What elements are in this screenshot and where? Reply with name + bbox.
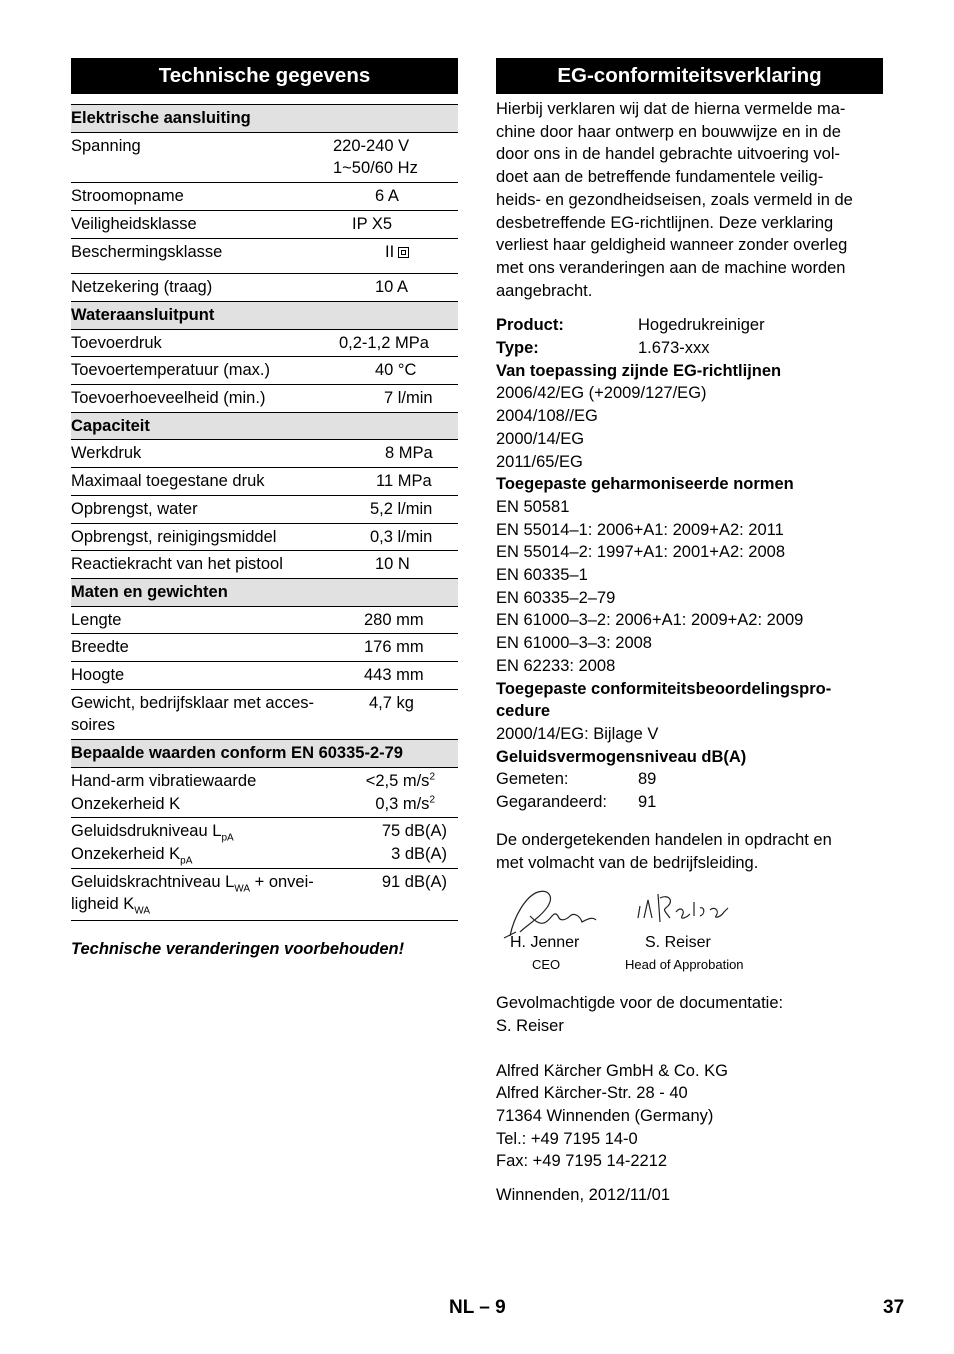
- section-page-label: NL – 9: [449, 1297, 506, 1318]
- table-row: Toevoerhoeveelheid (min.) 7 l/min: [71, 385, 458, 413]
- table-row: Toevoertemperatuur (max.) 40 °C: [71, 357, 458, 385]
- table-row: Werkdruk 8 MPa: [71, 440, 458, 468]
- norm-item: EN 55014–2: 1997+A1: 2001+A2: 2008: [496, 543, 785, 562]
- type-line: Type: 1.673-xxx: [496, 339, 710, 358]
- procedure-title: Toegepaste conformiteitsbeoordelingspro- cedure: [496, 679, 832, 721]
- authority-text: De ondergetekenden handelen in opdracht en met volmacht van de bedrijfsleiding.: [496, 830, 832, 872]
- signatures: [496, 886, 883, 974]
- section-header: Elektrische aansluiting: [71, 105, 458, 133]
- table-row: Spanning 220-240 V 1~50/60 Hz: [71, 133, 458, 183]
- table-row: Netzekering (traag) 10 A: [71, 274, 458, 302]
- technical-data-title: Technische gegevens: [71, 58, 458, 94]
- technical-data-table: [71, 104, 458, 921]
- norm-item: EN 61000–3–3: 2008: [496, 634, 652, 653]
- technical-note: Technische veranderingen voorbehouden!: [71, 940, 405, 959]
- section-header: Wateraansluitpunt: [71, 302, 458, 330]
- conformity-title: EG-conformiteitsverklaring: [496, 58, 883, 94]
- technical-data-column: [71, 58, 458, 961]
- table-row: Breedte 176 mm: [71, 634, 458, 662]
- norm-item: EN 60335–2–79: [496, 588, 616, 607]
- intro-paragraph: Hierbij verklaren wij dat de hierna vermelde ma- chine door haar ontwerp en bouwwijze en in de door ons in de handel gebrachte uitvoering vol- doet aan de betreffende fundamentele veilig- heids- en gezondheidseisen, zoals vermeld in de desbetreffende EG-richtlijnen. Deze verklaring verliest haar geldigheid wanneer zonder overleg met ons veranderingen aan de machine worden aangebracht.: [496, 100, 853, 300]
- place-date: Winnenden, 2012/11/01: [496, 1186, 670, 1205]
- table-row: Geluidsdrukniveau $L_{pA}$ Onzekerheid $K_{pA}$ 75 dB(A) 3 dB(A): [71, 818, 458, 868]
- conformity-column: [496, 58, 883, 1207]
- measured-line: Gemeten: 89: [496, 770, 657, 789]
- signer-2-name: S. Reiser: [645, 934, 711, 952]
- section-header: Bepaalde waarden conform EN 60335-2-79: [71, 740, 458, 768]
- directive-item: 2006/42/EG (+2009/127/EG): [496, 384, 707, 403]
- product-line: Product: Hogedrukreiniger: [496, 316, 765, 335]
- norm-item: EN 50581: [496, 497, 570, 516]
- page-number: 37: [883, 1297, 905, 1318]
- norm-item: EN 55014–1: 2006+A1: 2009+A2: 2011: [496, 520, 784, 539]
- norm-item: EN 60335–1: [496, 566, 588, 585]
- directive-item: 2011/65/EG: [496, 452, 583, 471]
- section-header: Maten en gewichten: [71, 579, 458, 607]
- norm-item: EN 62233: 2008: [496, 656, 616, 675]
- norm-item: EN 61000–3–2: 2006+A1: 2009+A2: 2009: [496, 611, 804, 630]
- address-block: Alfred Kärcher GmbH & Co. KG Alfred Kärcher-Str. 28 - 40 71364 Winnenden (Germany) Tel.: +49 7195 14-0 Fax: +49 7195 14-2212: [496, 1061, 728, 1171]
- table-row: Hoogte 443 mm: [71, 662, 458, 690]
- table-row: Beschermingsklasse II: [71, 239, 458, 275]
- table-row: Opbrengst, water 5,2 l/min: [71, 496, 458, 524]
- norms-title: Toegepaste geharmoniseerde normen: [496, 475, 794, 494]
- table-row: Gewicht, bedrijfsklaar met acces- soires 4,7 kg: [71, 690, 458, 740]
- procedure-value: 2000/14/EG: Bijlage V: [496, 724, 659, 743]
- table-row: Stroomopname 6 A: [71, 183, 458, 211]
- signer-1-name: H. Jenner: [510, 934, 580, 952]
- sound-title: Geluidsvermogensniveau dB(A): [496, 747, 747, 766]
- directive-item: 2004/108//EG: [496, 407, 598, 426]
- signer-2-role: Head of Approbation: [625, 957, 744, 973]
- protection-class-icon: [398, 247, 409, 258]
- table-row: Toevoerdruk 0,2-1,2 MPa: [71, 330, 458, 358]
- section-header: Capaciteit: [71, 413, 458, 441]
- table-row: Hand-arm vibratiewaarde Onzekerheid K <2,5 $m/s^2$ 0,3 $m/s^2$: [71, 768, 458, 818]
- table-row: Reactiekracht van het pistool 10 N: [71, 551, 458, 579]
- table-row: Opbrengst, reinigingsmiddel 0,3 l/min: [71, 524, 458, 552]
- table-row: Maximaal toegestane druk 11 MPa: [71, 468, 458, 496]
- signature-reiser: [634, 888, 754, 938]
- directive-item: 2000/14/EG: [496, 429, 585, 448]
- doc-responsible: Gevolmachtigde voor de documentatie: S. Reiser: [496, 994, 784, 1035]
- table-row: Lengte 280 mm: [71, 607, 458, 635]
- directives-title: Van toepassing zijnde EG-richtlijnen: [496, 361, 782, 380]
- table-row: Veiligheidsklasse IP X5: [71, 211, 458, 239]
- guaranteed-line: Gegarandeerd: 91: [496, 793, 657, 812]
- signer-1-role: CEO: [532, 957, 561, 973]
- table-row: Geluidskrachtniveau $L_{WA}$ + onvei- ligheid $K_{WA}$ 91 dB(A): [71, 869, 458, 921]
